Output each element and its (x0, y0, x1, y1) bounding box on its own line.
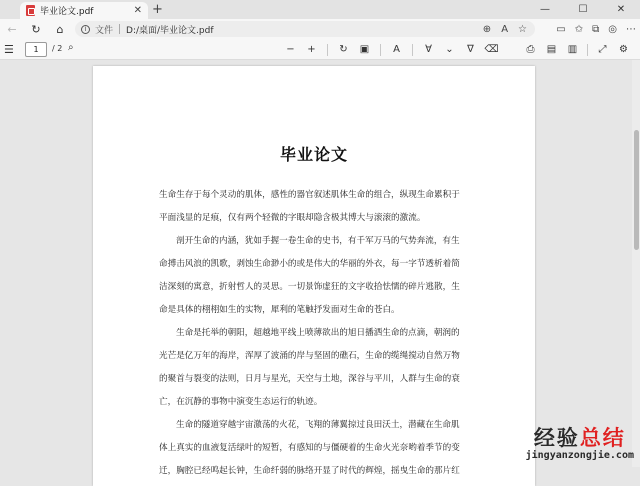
address-url[interactable]: D:/桌面/毕业论文.pdf (126, 25, 214, 36)
paragraph-line: 平面浅显的足痕，仅有两个轻微的字眼却隐含极其博大与滚滚的激流。 (159, 213, 426, 223)
profile-icon[interactable]: ◎ (608, 23, 617, 35)
window-controls (526, 0, 640, 19)
paragraph (159, 230, 471, 322)
watermark-text: 经验总结 (533, 426, 626, 450)
erase-icon[interactable]: ⌫ (484, 44, 499, 55)
pdf-file-tools (520, 39, 634, 60)
print-icon[interactable]: ⎙ (526, 44, 535, 55)
collections-icon[interactable]: ⧉ (592, 23, 600, 35)
zoom-out-icon[interactable]: − (286, 44, 295, 55)
paragraph-line: 生命生存于每个灵动的肌体，感性的器官叙述肌体生命的组合，纵现生命累积于 (159, 190, 460, 200)
read-aloud-icon[interactable]: A (501, 23, 509, 35)
watermark-url: jingyanzongjie.com (525, 450, 634, 461)
read-aloud-icon[interactable]: A (393, 44, 400, 55)
paragraph-line: 亡，在沉静的事物中演变生态运行的轨迹。 (159, 397, 323, 407)
pdf-page (93, 66, 535, 486)
paragraph (159, 184, 471, 230)
pdf-view-tools (280, 39, 502, 60)
toolbar-divider (412, 44, 413, 56)
page-total: / 2 (52, 44, 63, 53)
paragraph-line: 命搏击风浪的凯歌，剥蚀生命渺小的或是伟大的华丽的外衣，每一字节透析着简 (159, 259, 460, 269)
watermark-logo (526, 426, 634, 461)
paragraph-line: 迁，胸腔已经鸣起长钟，生命纤弱的脉络开显了时代的辉煌，摇曳生命的那片红 (159, 466, 460, 476)
zoom-icon[interactable]: ⊕ (482, 23, 492, 35)
favorite-star-icon[interactable]: ☆ (518, 23, 527, 35)
zoom-in-icon[interactable]: + (307, 44, 316, 55)
close-window-button[interactable]: ✕ (616, 4, 626, 15)
reload-button[interactable]: ↻ (31, 22, 41, 36)
page-number-input[interactable]: 1 (25, 42, 47, 57)
address-actions (483, 21, 527, 37)
address-scheme: 文件 (95, 25, 114, 36)
settings-gear-icon[interactable]: ⚙ (619, 44, 628, 55)
new-tab-button[interactable]: + (152, 2, 163, 17)
favorites-icon[interactable]: ✩ (574, 23, 584, 35)
paragraph-line: 的聚首与裂变的法则，日月与星光，天空与土地，深谷与平川，人群与生命的衰 (159, 374, 460, 384)
paragraph-line: 生命是托举的朝阳，超越地平线上喷薄欲出的旭日播洒生命的点滴，朝润的 (176, 328, 460, 338)
address-divider (119, 24, 120, 34)
draw-icon[interactable]: ∀ (425, 44, 432, 55)
rotate-icon[interactable]: ↻ (339, 44, 348, 55)
save-icon[interactable]: ▤ (546, 44, 557, 55)
paragraph (159, 322, 471, 414)
back-button[interactable]: ← (7, 22, 17, 36)
paragraph-line: 生命的隧道穿越宇宙激荡的火花，飞翔的薄翼掠过良田沃土，潜藏在生命肌 (176, 420, 460, 430)
fullscreen-icon[interactable]: ⤢ (598, 44, 607, 55)
home-button[interactable]: ⌂ (56, 22, 64, 36)
tab-strip (0, 0, 640, 19)
toolbar-divider (380, 44, 381, 56)
paragraph-line: 命是具体的栩栩如生的实物，犀利的笔触抒发面对生命的苍白。 (159, 305, 400, 315)
pdf-file-icon (26, 5, 35, 16)
search-icon[interactable]: ⌕ (68, 42, 74, 53)
scrollbar-thumb[interactable] (634, 130, 639, 250)
address-bar[interactable] (75, 21, 535, 37)
tab-title: 毕业论文.pdf (40, 7, 94, 17)
paragraph-line: 剖开生命的内涵，犹如手握一卷生命的史书，有千军万马的气势奔流，有生 (176, 236, 460, 246)
close-tab-icon[interactable]: ✕ (133, 5, 142, 16)
maximize-button[interactable]: ☐ (578, 4, 588, 15)
info-icon[interactable]: i (81, 25, 90, 34)
scrollbar[interactable] (632, 60, 640, 467)
pdf-viewer[interactable] (0, 60, 632, 476)
paragraph-line: 洁深刻的寓意，折射哲人的灵思。一切景饰虚狂的文字收拾怯懦的碎片逃散，生 (159, 282, 460, 292)
paragraph-line: 体上真实的血液复活绿叶的短暂，有感知的与僵硬着的生命火光奈哟着季节的变 (159, 443, 460, 453)
page-view-icon[interactable]: ▣ (359, 44, 370, 55)
navigation-bar (0, 19, 640, 39)
pdf-toolbar (0, 39, 640, 60)
paragraph-line: 光芒是亿万年的海岸，浑厚了波涌的岸与坚固的礁石，生命的缆绳搅动自然万物 (159, 351, 460, 361)
document-title: 毕业论文 (279, 145, 348, 164)
paragraph (159, 414, 471, 483)
tab-pdf[interactable] (20, 2, 148, 19)
table-of-contents-icon[interactable]: ☰ (4, 43, 14, 56)
browser-actions (556, 19, 636, 39)
highlight-icon[interactable]: ∇ (467, 44, 474, 55)
more-icon[interactable]: ⋯ (626, 23, 636, 35)
split-screen-icon[interactable]: ▭ (556, 23, 566, 35)
toolbar-divider (327, 44, 328, 56)
draw-dropdown-icon[interactable]: ⌄ (445, 44, 454, 55)
minimize-button[interactable]: — (540, 4, 550, 15)
save-as-icon[interactable]: ▥ (567, 44, 578, 55)
toolbar-divider (587, 44, 588, 56)
